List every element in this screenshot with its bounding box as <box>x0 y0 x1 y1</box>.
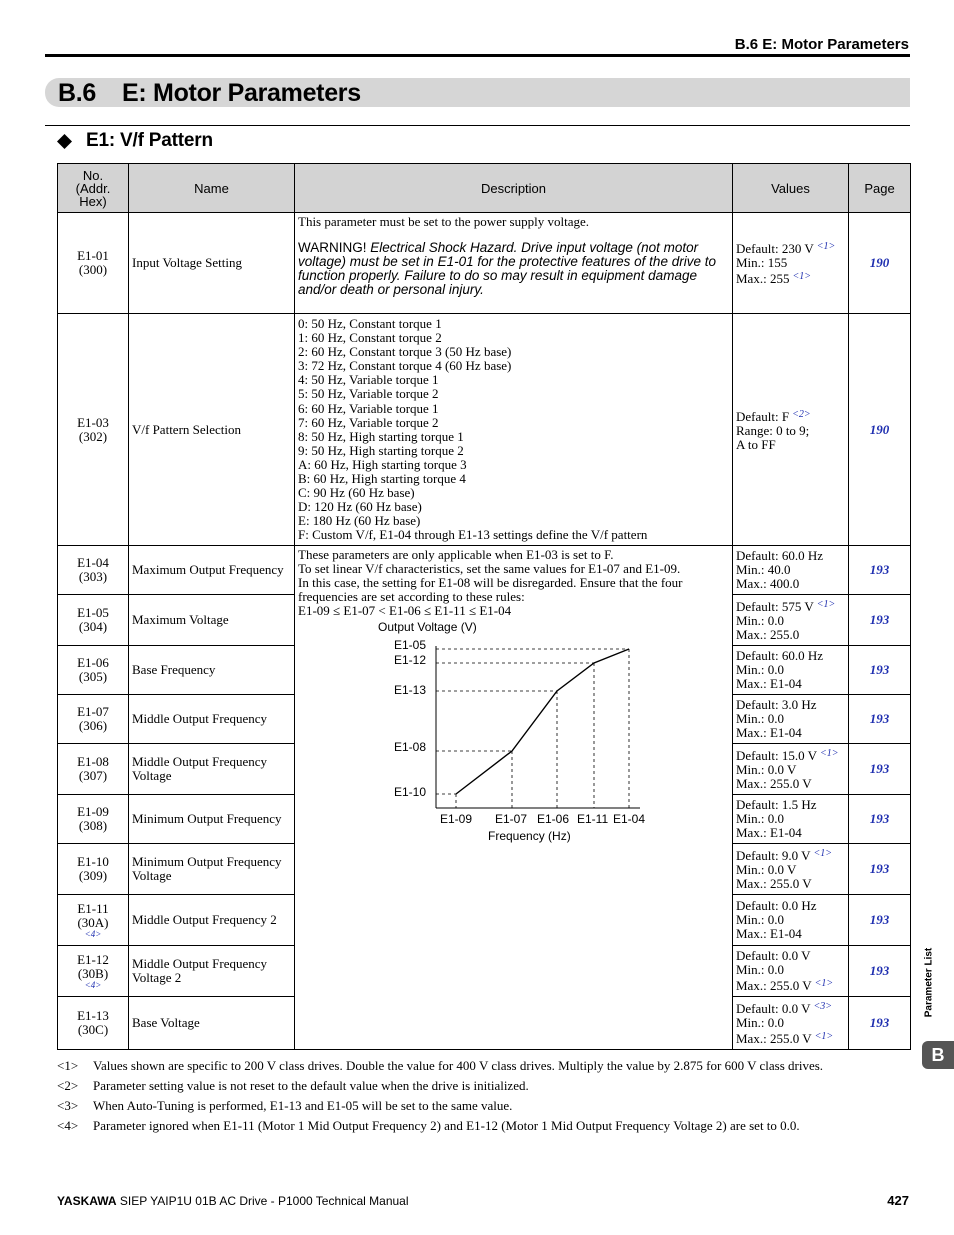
graph-x-title: Frequency (Hz) <box>488 829 571 843</box>
diamond-bullet-icon <box>57 134 72 149</box>
param-page-link[interactable]: 193 <box>849 795 911 844</box>
pattern-option: 7: 60 Hz, Variable torque 2 <box>298 414 439 430</box>
pattern-option: 0: 50 Hz, Constant torque 1 <box>298 316 442 331</box>
param-number: E1-07 (306) <box>58 695 129 744</box>
subsection-title: E1: V/f Pattern <box>86 130 213 151</box>
header-rule <box>45 54 910 57</box>
pattern-option-list <box>298 317 729 543</box>
param-page-link[interactable]: 190 <box>849 213 911 314</box>
footnote-text: Parameter setting value is not reset to the default value when the drive is initialized. <box>93 1078 529 1093</box>
footnote-text: Parameter ignored when E1-11 (Motor 1 Mid Output Frequency 2) and E1-12 (Motor 1 Mid Output Frequency Voltage 2) are set to 0.0. <box>93 1118 800 1133</box>
running-header: B.6 E: Motor Parameters <box>734 36 909 53</box>
param-name: Middle Output Frequency Voltage 2 <box>129 946 295 997</box>
param-name: Minimum Output Frequency <box>129 795 295 844</box>
param-page-link[interactable]: 193 <box>849 595 911 646</box>
pattern-option: 9: 50 Hz, High starting torque 2 <box>298 442 464 458</box>
param-name: Minimum Output Frequency Voltage <box>129 844 295 895</box>
pattern-option: 1: 60 Hz, Constant torque 2 <box>298 330 442 346</box>
header-values: Values <box>733 164 849 213</box>
pattern-option: 2: 60 Hz, Constant torque 3 (50 Hz base) <box>298 344 512 360</box>
param-page-link[interactable]: 193 <box>849 695 911 744</box>
table-row-e1-04 <box>58 546 911 595</box>
param-number: E1-03 (302) <box>58 314 129 546</box>
description-line: These parameters are only applicable when E1-03 is set to F. <box>298 547 614 562</box>
description-line: frequencies are set according to these rules: <box>298 589 525 604</box>
graph-y-label-e1-13: E1-13 <box>394 683 427 697</box>
param-values: Default: 0.0 V $^{<3>}$ Min.: 0.0 Max.: 255.0 V $^{<1>}$ <box>733 997 849 1050</box>
footer-doc-title: YASKAWA SIEP YAIP1U 01B AC Drive - P1000 Technical Manual <box>57 1194 409 1208</box>
pattern-option: 5: 50 Hz, Variable torque 2 <box>298 386 439 402</box>
param-number: E1-04 (303) <box>58 546 129 595</box>
footnote-mark: <2> <box>57 1078 79 1093</box>
side-tab-label: Parameter List <box>923 947 935 1018</box>
param-values: Default: 230 V $^{<1>}$ Min.: 155 Max.: 255 $^{<1>}$ <box>733 213 849 314</box>
param-number: E1-06 (305) <box>58 646 129 695</box>
footnote-ref: <1> <box>816 599 836 610</box>
description-line: E1-09 ≤ E1-07 < E1-06 ≤ E1-11 ≤ E1-04 <box>298 603 512 618</box>
footnote-ref: <1> <box>816 241 836 252</box>
param-number: E1-09 (308) <box>58 795 129 844</box>
graph-x-label-e1-09: E1-09 <box>440 812 473 826</box>
graph-x-label-e1-04: E1-04 <box>613 812 646 826</box>
param-page-link[interactable]: 193 <box>849 646 911 695</box>
header-description: Description <box>295 164 733 213</box>
footnote-mark: <3> <box>57 1098 79 1113</box>
param-values: Default: 0.0 V Min.: 0.0 Max.: 255.0 V $^{<1>}$ <box>733 946 849 997</box>
footnote <box>57 1118 917 1138</box>
footnote-ref: <2> <box>792 408 811 420</box>
pattern-option: 8: 50 Hz, High starting torque 1 <box>298 428 464 444</box>
footnote-ref: <1> <box>814 978 834 989</box>
table-row-e1-03 <box>58 314 911 546</box>
param-page-link[interactable]: 193 <box>849 997 911 1050</box>
page-number: 427 <box>887 1193 909 1208</box>
param-name: Middle Output Frequency <box>129 695 295 744</box>
param-number: E1-08 (307) <box>58 744 129 795</box>
section-rule <box>45 125 910 126</box>
pattern-option: 3: 72 Hz, Constant torque 4 (60 Hz base) <box>298 358 512 374</box>
param-name: Base Voltage <box>129 997 295 1050</box>
param-description <box>295 213 733 314</box>
param-number: E1-13 (30C) <box>58 997 129 1050</box>
param-number: E1-05 (304) <box>58 595 129 646</box>
param-page-link[interactable]: 193 <box>849 744 911 795</box>
footnote-mark: <1> <box>57 1058 79 1073</box>
table-header-row <box>58 164 911 213</box>
param-number: E1-11 (30A) <4> <box>58 895 129 946</box>
footnote-ref: <4> <box>84 979 102 990</box>
graph-y-title: Output Voltage (V) <box>378 620 477 634</box>
section-title <box>58 79 361 108</box>
section-number: B.6 <box>58 79 97 107</box>
param-values: Default: 60.0 Hz Min.: 40.0 Max.: 400.0 <box>733 546 849 595</box>
pattern-option: 4: 50 Hz, Variable torque 1 <box>298 372 439 388</box>
param-page-link[interactable]: 193 <box>849 946 911 997</box>
footnote-mark: <4> <box>57 1118 79 1133</box>
graph-x-label-e1-06: E1-06 <box>537 812 570 826</box>
footnote <box>57 1078 917 1098</box>
pattern-option: B: 60 Hz, High starting torque 4 <box>298 471 466 487</box>
pattern-option: F: Custom V/f, E1-04 through E1-13 settings define the V/f pattern <box>298 527 648 543</box>
param-page-link[interactable]: 193 <box>849 895 911 946</box>
param-description <box>295 314 733 546</box>
header-name: Name <box>129 164 295 213</box>
param-name: Middle Output Frequency Voltage <box>129 744 295 795</box>
footnote-text: Values shown are specific to 200 V class drives. Double the value for 400 V class drives. Multiply the value by 2.875 for 600 V class drives. <box>93 1058 824 1073</box>
graph-x-label-e1-11: E1-11 <box>577 812 609 826</box>
warning-text: WARNING! Electrical Shock Hazard. Drive input voltage (not motor voltage) must be set in E1-01 for the protective features of the drive to function properly. Failure to do so may result in equipment damage and/or death or personal injury. <box>298 240 716 297</box>
pattern-option: E: 180 Hz (60 Hz base) <box>298 513 421 529</box>
description-line: In this case, the setting for E1-08 will be disregarded. Ensure that the four <box>298 575 683 590</box>
desc-intro: This parameter must be set to the power supply voltage. <box>298 214 589 229</box>
param-name: V/f Pattern Selection <box>129 314 295 546</box>
footer-brand: YASKAWA <box>57 1194 117 1208</box>
param-page-link[interactable]: 193 <box>849 546 911 595</box>
param-values: Default: 3.0 Hz Min.: 0.0 Max.: E1-04 <box>733 695 849 744</box>
param-name: Input Voltage Setting <box>129 213 295 314</box>
table-row-e1-01 <box>58 213 911 314</box>
graph-x-label-e1-07: E1-07 <box>495 812 528 826</box>
footnote-list <box>57 1058 917 1138</box>
header-no: No. (Addr. Hex) <box>58 164 129 213</box>
param-name: Middle Output Frequency 2 <box>129 895 295 946</box>
section-title-text: E: Motor Parameters <box>122 79 361 107</box>
footnote-ref: <1> <box>792 271 811 282</box>
footnote <box>57 1058 917 1078</box>
pattern-option: C: 90 Hz (60 Hz base) <box>298 485 415 501</box>
footnote-ref: <1> <box>820 748 839 759</box>
param-values: Default: F $^{<2>}$ Range: 0 to 9; A to FF <box>733 314 849 546</box>
graph-y-label-e1-05: E1-05 <box>394 638 427 652</box>
vf-curve <box>456 649 629 794</box>
param-name: Maximum Output Frequency <box>129 546 295 595</box>
param-values: Default: 575 V $^{<1>}$ Min.: 0.0 Max.: 255.0 <box>733 595 849 646</box>
pattern-option: A: 60 Hz, High starting torque 3 <box>298 456 467 472</box>
param-page-link[interactable]: 190 <box>849 314 911 546</box>
graph-y-label-e1-10: E1-10 <box>394 785 427 799</box>
param-values: Default: 9.0 V $^{<1>}$ Min.: 0.0 V Max.: 255.0 V <box>733 844 849 895</box>
chapter-tab[interactable]: B <box>922 1041 954 1069</box>
footnote-ref: <4> <box>84 928 102 939</box>
param-name: Maximum Voltage <box>129 595 295 646</box>
param-values: Default: 1.5 Hz Min.: 0.0 Max.: E1-04 <box>733 795 849 844</box>
footnote-ref: <1> <box>814 1031 834 1042</box>
pattern-option: 6: 60 Hz, Variable torque 1 <box>298 400 439 416</box>
graph-y-label-e1-08: E1-08 <box>394 740 427 754</box>
warning-label: WARNING! <box>298 240 367 255</box>
param-name: Base Frequency <box>129 646 295 695</box>
graph-guides <box>436 649 629 808</box>
graph-y-label-e1-12: E1-12 <box>394 653 427 667</box>
param-number: E1-10 (309) <box>58 844 129 895</box>
footnote-text: When Auto-Tuning is performed, E1-13 and E1-05 will be set to the same value. <box>93 1098 513 1113</box>
param-page-link[interactable]: 193 <box>849 844 911 895</box>
description-line: To set linear V/f characteristics, set the same values for E1-07 and E1-09. <box>298 561 681 576</box>
footnote-ref: <1> <box>813 848 832 859</box>
footnote-ref: <3> <box>813 1001 832 1012</box>
header-page: Page <box>849 164 911 213</box>
param-number: E1-01 (300) <box>58 213 129 314</box>
vf-pattern-graph <box>370 618 670 848</box>
footnote <box>57 1098 917 1118</box>
pattern-option: D: 120 Hz (60 Hz base) <box>298 499 422 515</box>
param-values: Default: 15.0 V $^{<1>}$ Min.: 0.0 V Max.: 255.0 V <box>733 744 849 795</box>
param-number: E1-12 (30B) <4> <box>58 946 129 997</box>
param-values: Default: 0.0 Hz Min.: 0.0 Max.: E1-04 <box>733 895 849 946</box>
parameter-table <box>57 163 911 1050</box>
param-values: Default: 60.0 Hz Min.: 0.0 Max.: E1-04 <box>733 646 849 695</box>
